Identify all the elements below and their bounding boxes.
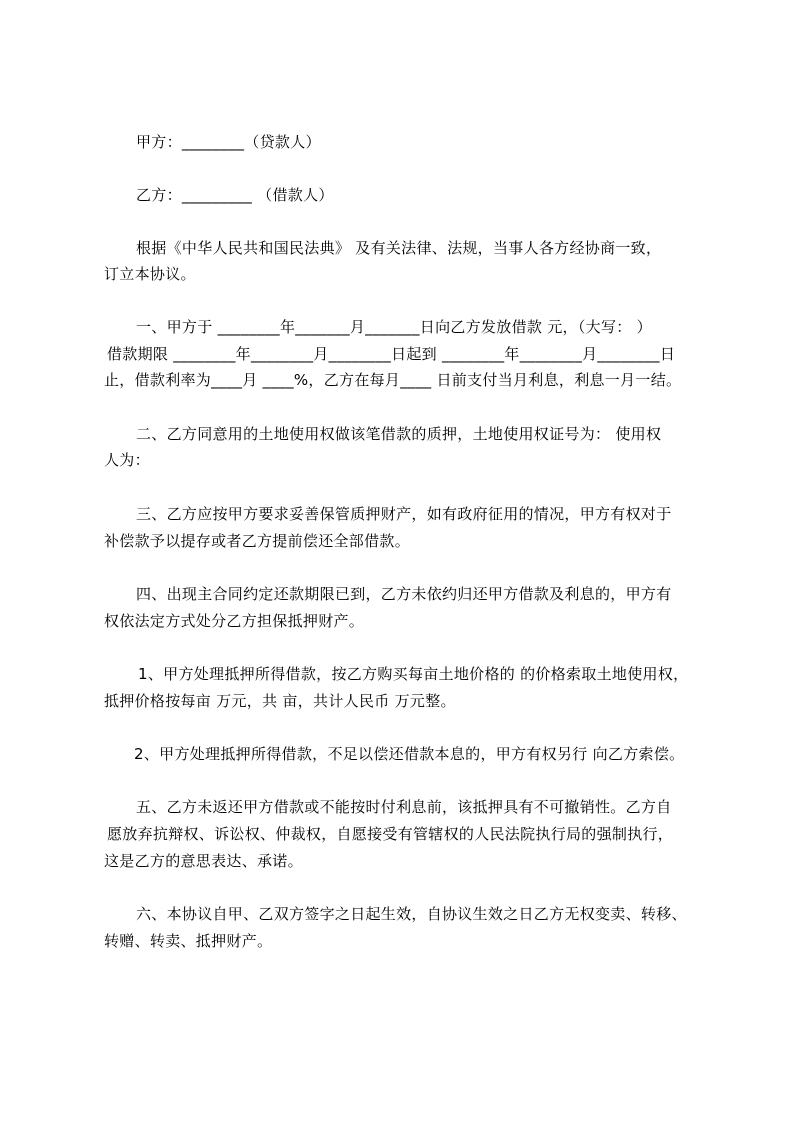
clause-5-line-3: 这是乙方的意思表达、承诺。 <box>104 852 303 870</box>
party-a-line: 甲方：________（贷款人） <box>136 133 321 151</box>
clause-5-line-2: 愿放弃抗辩权、诉讼权、仲裁权，自愿接受有管辖权的人民法院执行局的强制执行， <box>107 825 674 843</box>
clause-4-line-2: 权依法定方式处分乙方担保抵押财产。 <box>104 612 365 630</box>
clause-3-line-1: 三、乙方应按甲方要求妥善保管质押财产，如有政府征用的情况，甲方有权对于 <box>136 505 672 523</box>
clause-6-line-2: 转赠、转卖、抵押财产。 <box>104 932 273 950</box>
clause-2-line-1: 二、乙方同意用的土地使用权做该笔借款的质押，土地使用权证号为： 使用权 <box>136 425 662 443</box>
clause-4-1-line-1: 1、甲方处理抵押所得借款，按乙方购买每亩土地价格的 的价格索取土地使用权， <box>138 665 689 683</box>
clause-1-line-3: 止，借款利率为____月 ____%，乙方在每月____ 日前支付当月利息，利息一月一结。 <box>104 371 682 389</box>
clause-4-line-1: 四、出现主合同约定还款期限已到，乙方未依约归还甲方借款及利息的，甲方有 <box>136 585 672 603</box>
clause-1-line-1: 一、甲方于 ________年_______月_______日向乙方发放借款 元，（大写： ） <box>136 318 652 336</box>
clause-4-2-line-1: 2、甲方处理抵押所得借款，不足以偿还借款本息的，甲方有权另行 向乙方索偿。 <box>134 745 685 763</box>
clause-4-1-line-2: 抵押价格按每亩 万元，共 亩，共计人民币 万元整。 <box>104 692 456 710</box>
clause-1-line-2: 借款期限 ________年________月________日起到 ________年________月________日 <box>107 345 676 363</box>
clause-5-line-1: 五、乙方未返还甲方借款或不能按时付利息前，该抵押具有不可撤销性。乙方自 <box>136 798 672 816</box>
clause-2-line-2: 人为： <box>104 451 150 469</box>
clause-6-line-1: 六、本协议自甲、乙双方签字之日起生效，自协议生效之日乙方无权变卖、转移、 <box>136 905 687 923</box>
preamble-line-2: 订立本协议。 <box>104 265 196 283</box>
preamble-line-1: 根据《中华人民共和国民法典》 及有关法律、法规，当事人各方经协商一致， <box>136 239 662 257</box>
clause-3-line-2: 补偿款予以提存或者乙方提前偿还全部借款。 <box>104 532 411 550</box>
party-b-line: 乙方：_________ （借款人） <box>136 186 334 204</box>
